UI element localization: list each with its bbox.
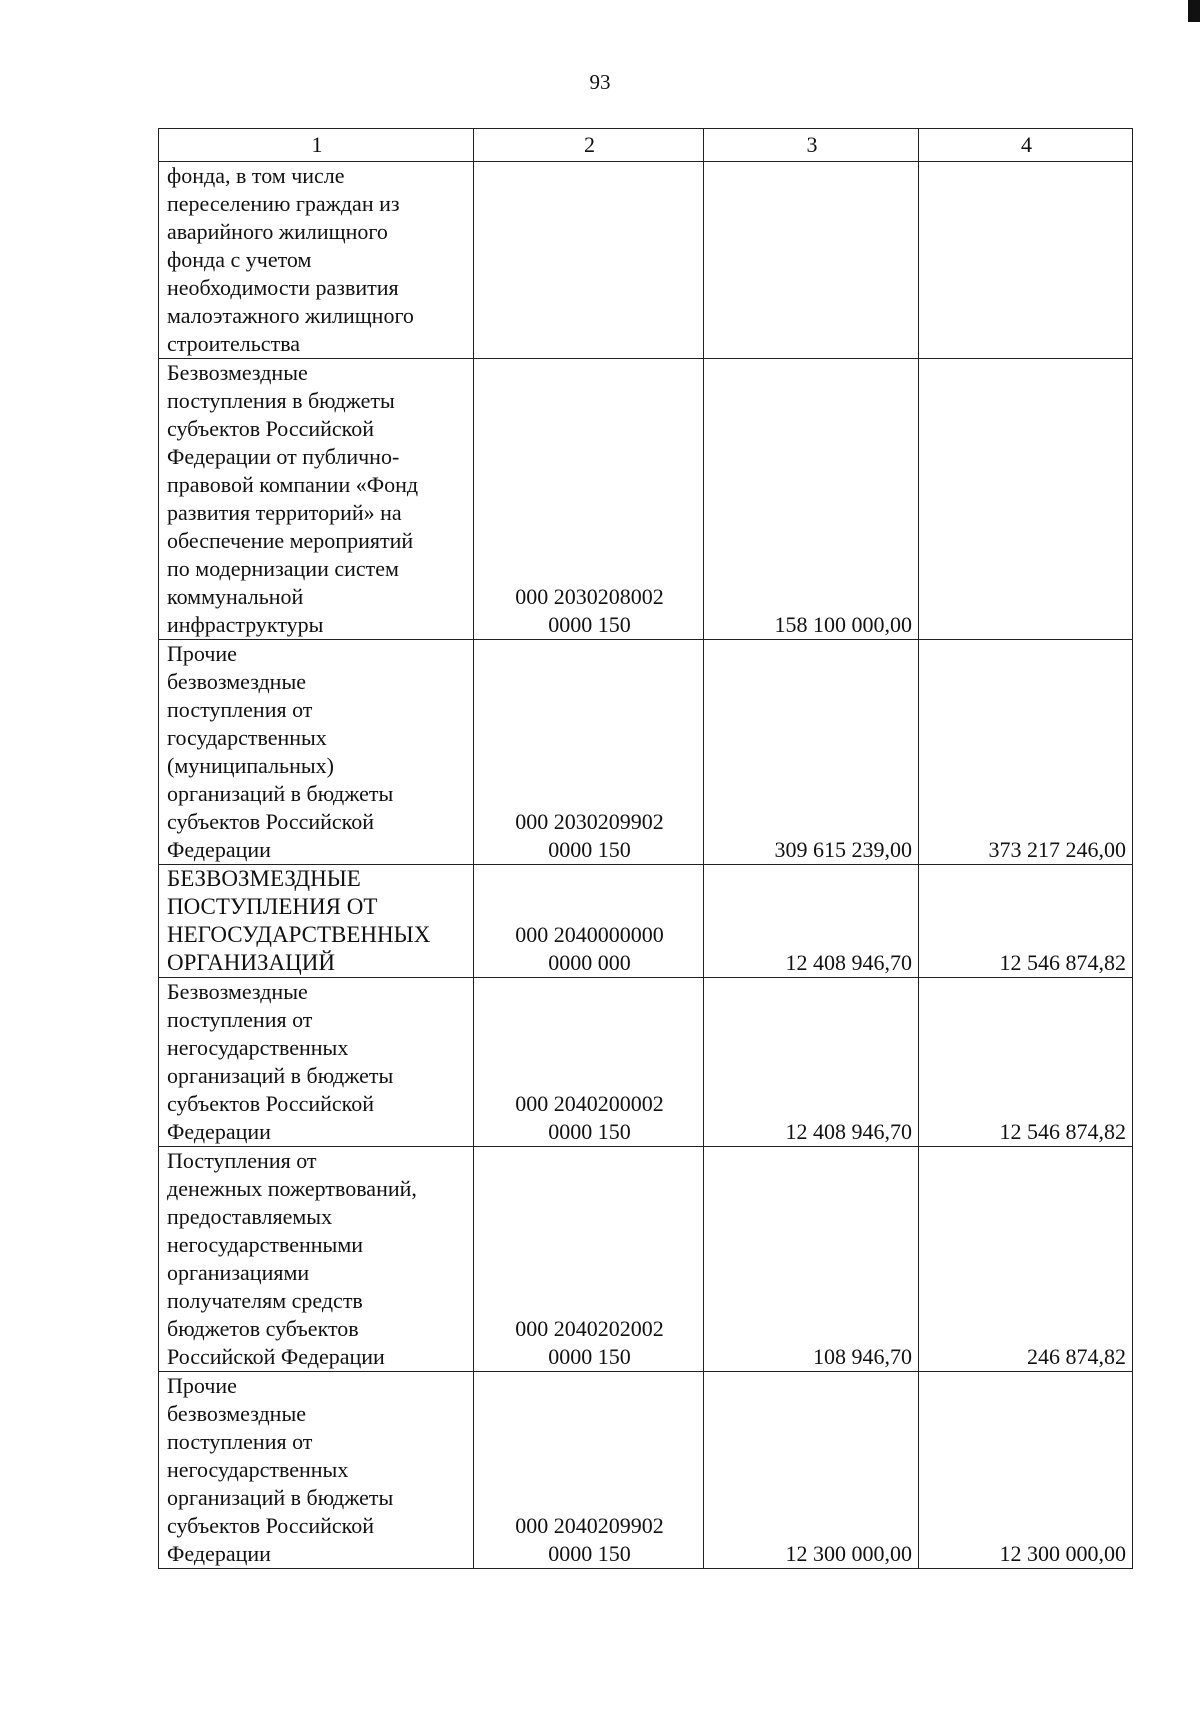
row-value-col4 xyxy=(919,359,1133,640)
scan-corner-mark xyxy=(1188,0,1200,22)
row-name-cell: Прочие безвозмездные поступления от негосударственных организаций в бюджеты субъектов Российской Федерации xyxy=(159,1372,474,1569)
row-value-col3: 12 408 946,70 xyxy=(704,865,919,978)
row-name-cell: Безвозмездные поступления от негосударственных организаций в бюджеты субъектов Российской Федерации xyxy=(159,978,474,1147)
row-code-cell: 000 2040202002 0000 150 xyxy=(474,1147,704,1372)
row-code-cell: 000 2040209902 0000 150 xyxy=(474,1372,704,1569)
row-name-cell: БЕЗВОЗМЕЗДНЫЕ ПОСТУПЛЕНИЯ ОТ НЕГОСУДАРСТВЕННЫХ ОРГАНИЗАЦИЙ xyxy=(159,865,474,978)
row-code-cell: 000 2040000000 0000 000 xyxy=(474,865,704,978)
table-row xyxy=(159,359,1133,640)
row-value-col3: 158 100 000,00 xyxy=(704,359,919,640)
table-row xyxy=(159,865,1133,978)
column-header-4: 4 xyxy=(919,129,1133,162)
row-value-col4: 373 217 246,00 xyxy=(919,640,1133,865)
table-header-row xyxy=(159,129,1133,162)
column-header-3: 3 xyxy=(704,129,919,162)
row-value-col4: 12 546 874,82 xyxy=(919,978,1133,1147)
row-name-cell: Безвозмездные поступления в бюджеты субъектов Российской Федерации от публично- правовой компании «Фонд развития территорий» на обеспечение мероприятий по модернизации систем коммунальной инфраструктуры xyxy=(159,359,474,640)
column-header-2: 2 xyxy=(474,129,704,162)
row-code-cell: 000 2030209902 0000 150 xyxy=(474,640,704,865)
row-value-col4 xyxy=(919,162,1133,359)
table-row xyxy=(159,978,1133,1147)
table-row xyxy=(159,1147,1133,1372)
row-code-cell: 000 2040200002 0000 150 xyxy=(474,978,704,1147)
table-row xyxy=(159,640,1133,865)
table-row xyxy=(159,162,1133,359)
table-row xyxy=(159,1372,1133,1569)
row-code-cell xyxy=(474,162,704,359)
row-value-col3: 12 408 946,70 xyxy=(704,978,919,1147)
row-value-col3: 309 615 239,00 xyxy=(704,640,919,865)
row-code-cell: 000 2030208002 0000 150 xyxy=(474,359,704,640)
row-name-cell: фонда, в том числе переселению граждан из аварийного жилищного фонда с учетом необходимости развития малоэтажного жилищного строительства xyxy=(159,162,474,359)
row-value-col3 xyxy=(704,162,919,359)
budget-revenue-table xyxy=(158,128,1133,1569)
column-header-1: 1 xyxy=(159,129,474,162)
row-value-col3: 108 946,70 xyxy=(704,1147,919,1372)
row-value-col3: 12 300 000,00 xyxy=(704,1372,919,1569)
row-name-cell: Прочие безвозмездные поступления от государственных (муниципальных) организаций в бюджеты субъектов Российской Федерации xyxy=(159,640,474,865)
row-name-cell: Поступления от денежных пожертвований, предоставляемых негосударственными организациями получателям средств бюджетов субъектов Российской Федерации xyxy=(159,1147,474,1372)
row-value-col4: 12 300 000,00 xyxy=(919,1372,1133,1569)
row-value-col4: 12 546 874,82 xyxy=(919,865,1133,978)
page-number: 93 xyxy=(589,70,611,94)
row-value-col4: 246 874,82 xyxy=(919,1147,1133,1372)
